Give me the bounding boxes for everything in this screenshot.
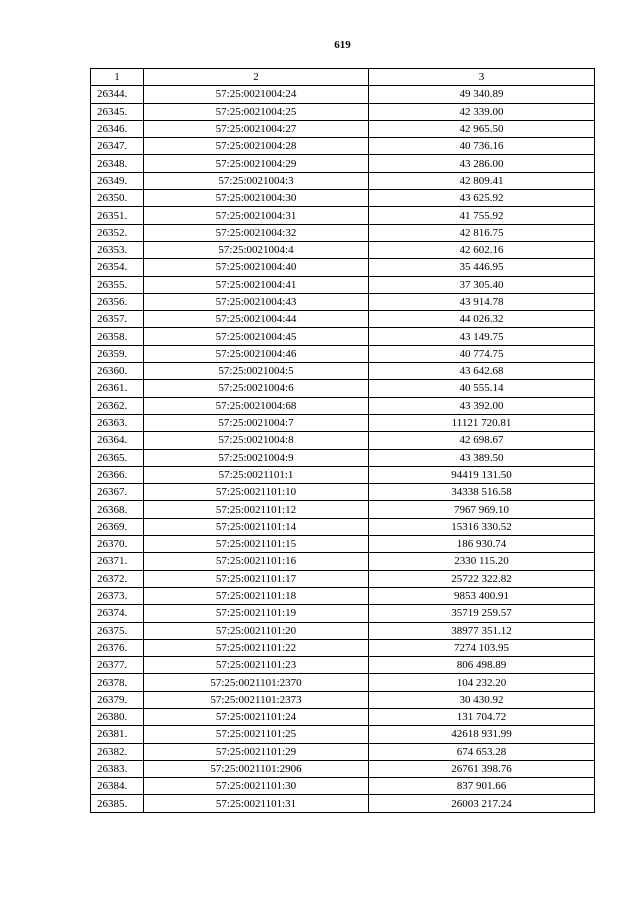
- row-number-cell: 26366.: [91, 466, 144, 483]
- table-row: [91, 190, 595, 207]
- cadastral-value-cell: 837 901.66: [369, 778, 595, 795]
- table-row: [91, 639, 595, 656]
- table-row: [91, 276, 595, 293]
- table-row: [91, 518, 595, 535]
- table-row: [91, 570, 595, 587]
- row-number-cell: 26370.: [91, 536, 144, 553]
- cadastral-value-cell: 186 930.74: [369, 536, 595, 553]
- row-number-cell: 26384.: [91, 778, 144, 795]
- cadastral-number-cell: 57:25:0021101:19: [144, 605, 369, 622]
- cadastral-number-cell: 57:25:0021101:2906: [144, 760, 369, 777]
- cadastral-value-cell: 42618 931.99: [369, 726, 595, 743]
- table-row: [91, 259, 595, 276]
- cadastral-value-cell: 40 555.14: [369, 380, 595, 397]
- table-row: [91, 536, 595, 553]
- cadastral-value-cell: 11121 720.81: [369, 414, 595, 431]
- row-number-cell: 26361.: [91, 380, 144, 397]
- cadastral-value-cell: 43 286.00: [369, 155, 595, 172]
- row-number-cell: 26349.: [91, 172, 144, 189]
- row-number-cell: 26355.: [91, 276, 144, 293]
- cadastral-number-cell: 57:25:0021004:41: [144, 276, 369, 293]
- row-number-cell: 26379.: [91, 691, 144, 708]
- row-number-cell: 26373.: [91, 587, 144, 604]
- cadastral-number-cell: 57:25:0021004:6: [144, 380, 369, 397]
- cadastral-value-cell: 42 602.16: [369, 241, 595, 258]
- table-row: [91, 172, 595, 189]
- row-number-cell: 26383.: [91, 760, 144, 777]
- table-row: [91, 241, 595, 258]
- row-number-cell: 26348.: [91, 155, 144, 172]
- cadastral-value-cell: 43 625.92: [369, 190, 595, 207]
- cadastral-number-cell: 57:25:0021004:3: [144, 172, 369, 189]
- table-row: [91, 414, 595, 431]
- cadastral-number-cell: 57:25:0021004:43: [144, 293, 369, 310]
- cadastral-number-cell: 57:25:0021101:14: [144, 518, 369, 535]
- cadastral-value-cell: 43 389.50: [369, 449, 595, 466]
- cadastral-number-cell: 57:25:0021004:30: [144, 190, 369, 207]
- row-number-cell: 26367.: [91, 484, 144, 501]
- table-row: [91, 553, 595, 570]
- cadastral-number-cell: 57:25:0021004:32: [144, 224, 369, 241]
- table-row: [91, 674, 595, 691]
- cadastral-number-cell: 57:25:0021004:31: [144, 207, 369, 224]
- cadastral-number-cell: 57:25:0021101:12: [144, 501, 369, 518]
- table-body: [91, 86, 595, 812]
- cadastral-number-cell: 57:25:0021101:16: [144, 553, 369, 570]
- row-number-cell: 26362.: [91, 397, 144, 414]
- column-header-3: 3: [369, 69, 595, 86]
- table-row: [91, 380, 595, 397]
- row-number-cell: 26357.: [91, 311, 144, 328]
- row-number-cell: 26369.: [91, 518, 144, 535]
- table-header-row: [91, 69, 595, 86]
- cadastral-number-cell: 57:25:0021101:18: [144, 587, 369, 604]
- cadastral-value-cell: 42 816.75: [369, 224, 595, 241]
- cadastral-number-cell: 57:25:0021004:29: [144, 155, 369, 172]
- cadastral-number-cell: 57:25:0021004:40: [144, 259, 369, 276]
- row-number-cell: 26346.: [91, 120, 144, 137]
- cadastral-number-cell: 57:25:0021101:22: [144, 639, 369, 656]
- cadastral-value-cell: 2330 115.20: [369, 553, 595, 570]
- table-row: [91, 587, 595, 604]
- row-number-cell: 26382.: [91, 743, 144, 760]
- table-row: [91, 484, 595, 501]
- cadastral-value-cell: 42 339.00: [369, 103, 595, 120]
- cadastral-value-cell: 35 446.95: [369, 259, 595, 276]
- cadastral-number-cell: 57:25:0021004:8: [144, 432, 369, 449]
- cadastral-number-cell: 57:25:0021101:24: [144, 708, 369, 725]
- cadastral-value-cell: 40 774.75: [369, 345, 595, 362]
- table-row: [91, 432, 595, 449]
- cadastral-value-cell: 7967 969.10: [369, 501, 595, 518]
- cadastral-number-cell: 57:25:0021004:28: [144, 138, 369, 155]
- table-row: [91, 622, 595, 639]
- cadastral-value-cell: 42 965.50: [369, 120, 595, 137]
- cadastral-number-cell: 57:25:0021101:2373: [144, 691, 369, 708]
- table-row: [91, 743, 595, 760]
- cadastral-value-cell: 43 914.78: [369, 293, 595, 310]
- table-row: [91, 501, 595, 518]
- cadastral-value-cell: 7274 103.95: [369, 639, 595, 656]
- table-row: [91, 778, 595, 795]
- cadastral-number-cell: 57:25:0021101:29: [144, 743, 369, 760]
- cadastral-value-cell: 131 704.72: [369, 708, 595, 725]
- page-number: 619: [334, 39, 351, 51]
- row-number-cell: 26374.: [91, 605, 144, 622]
- cadastral-value-cell: 30 430.92: [369, 691, 595, 708]
- cadastral-value-cell: 9853 400.91: [369, 587, 595, 604]
- table-row: [91, 86, 595, 103]
- table-row: [91, 708, 595, 725]
- cadastral-number-cell: 57:25:0021004:45: [144, 328, 369, 345]
- cadastral-value-cell: 25722 322.82: [369, 570, 595, 587]
- table-row: [91, 328, 595, 345]
- table-row: [91, 760, 595, 777]
- cadastral-value-cell: 26003 217.24: [369, 795, 595, 812]
- row-number-cell: 26380.: [91, 708, 144, 725]
- row-number-cell: 26364.: [91, 432, 144, 449]
- cadastral-number-cell: 57:25:0021101:10: [144, 484, 369, 501]
- row-number-cell: 26353.: [91, 241, 144, 258]
- table-row: [91, 397, 595, 414]
- cadastral-value-cell: 41 755.92: [369, 207, 595, 224]
- table-row: [91, 293, 595, 310]
- cadastral-value-table: [90, 68, 595, 813]
- row-number-cell: 26381.: [91, 726, 144, 743]
- cadastral-number-cell: 57:25:0021101:31: [144, 795, 369, 812]
- row-number-cell: 26376.: [91, 639, 144, 656]
- table-row: [91, 155, 595, 172]
- row-number-cell: 26344.: [91, 86, 144, 103]
- cadastral-value-cell: 43 149.75: [369, 328, 595, 345]
- row-number-cell: 26378.: [91, 674, 144, 691]
- cadastral-number-cell: 57:25:0021101:1: [144, 466, 369, 483]
- cadastral-value-cell: 34338 516.58: [369, 484, 595, 501]
- cadastral-value-cell: 43 392.00: [369, 397, 595, 414]
- cadastral-number-cell: 57:25:0021004:5: [144, 363, 369, 380]
- row-number-cell: 26356.: [91, 293, 144, 310]
- row-number-cell: 26354.: [91, 259, 144, 276]
- table-row: [91, 345, 595, 362]
- cadastral-number-cell: 57:25:0021004:9: [144, 449, 369, 466]
- row-number-cell: 26371.: [91, 553, 144, 570]
- row-number-cell: 26385.: [91, 795, 144, 812]
- cadastral-value-cell: 49 340.89: [369, 86, 595, 103]
- cadastral-number-cell: 57:25:0021004:25: [144, 103, 369, 120]
- row-number-cell: 26347.: [91, 138, 144, 155]
- column-header-2: 2: [144, 69, 369, 86]
- table-row: [91, 207, 595, 224]
- cadastral-number-cell: 57:25:0021101:25: [144, 726, 369, 743]
- cadastral-value-cell: 44 026.32: [369, 311, 595, 328]
- cadastral-number-cell: 57:25:0021004:46: [144, 345, 369, 362]
- cadastral-value-cell: 15316 330.52: [369, 518, 595, 535]
- row-number-cell: 26358.: [91, 328, 144, 345]
- cadastral-number-cell: 57:25:0021004:27: [144, 120, 369, 137]
- cadastral-value-cell: 42 809.41: [369, 172, 595, 189]
- cadastral-number-cell: 57:25:0021101:20: [144, 622, 369, 639]
- column-header-1: 1: [91, 69, 144, 86]
- row-number-cell: 26351.: [91, 207, 144, 224]
- row-number-cell: 26359.: [91, 345, 144, 362]
- cadastral-value-cell: 26761 398.76: [369, 760, 595, 777]
- cadastral-value-cell: 674 653.28: [369, 743, 595, 760]
- cadastral-number-cell: 57:25:0021101:17: [144, 570, 369, 587]
- cadastral-number-cell: 57:25:0021101:30: [144, 778, 369, 795]
- table-row: [91, 726, 595, 743]
- cadastral-value-cell: 37 305.40: [369, 276, 595, 293]
- table-row: [91, 691, 595, 708]
- table-row: [91, 103, 595, 120]
- table-row: [91, 657, 595, 674]
- row-number-cell: 26372.: [91, 570, 144, 587]
- cadastral-value-cell: 38977 351.12: [369, 622, 595, 639]
- cadastral-number-cell: 57:25:0021101:15: [144, 536, 369, 553]
- table-row: [91, 138, 595, 155]
- cadastral-number-cell: 57:25:0021004:44: [144, 311, 369, 328]
- row-number-cell: 26360.: [91, 363, 144, 380]
- table-row: [91, 466, 595, 483]
- row-number-cell: 26363.: [91, 414, 144, 431]
- table-row: [91, 449, 595, 466]
- table-row: [91, 224, 595, 241]
- cadastral-value-cell: 43 642.68: [369, 363, 595, 380]
- cadastral-number-cell: 57:25:0021101:23: [144, 657, 369, 674]
- cadastral-number-cell: 57:25:0021004:24: [144, 86, 369, 103]
- cadastral-number-cell: 57:25:0021004:68: [144, 397, 369, 414]
- table-row: [91, 363, 595, 380]
- row-number-cell: 26365.: [91, 449, 144, 466]
- cadastral-value-cell: 94419 131.50: [369, 466, 595, 483]
- row-number-cell: 26345.: [91, 103, 144, 120]
- table-row: [91, 795, 595, 812]
- table-row: [91, 120, 595, 137]
- cadastral-number-cell: 57:25:0021004:4: [144, 241, 369, 258]
- row-number-cell: 26375.: [91, 622, 144, 639]
- cadastral-value-cell: 104 232.20: [369, 674, 595, 691]
- row-number-cell: 26377.: [91, 657, 144, 674]
- row-number-cell: 26368.: [91, 501, 144, 518]
- cadastral-number-cell: 57:25:0021101:2370: [144, 674, 369, 691]
- table-row: [91, 311, 595, 328]
- cadastral-value-cell: 42 698.67: [369, 432, 595, 449]
- cadastral-value-cell: 806 498.89: [369, 657, 595, 674]
- row-number-cell: 26352.: [91, 224, 144, 241]
- cadastral-number-cell: 57:25:0021004:7: [144, 414, 369, 431]
- cadastral-value-cell: 35719 259.57: [369, 605, 595, 622]
- table-row: [91, 605, 595, 622]
- cadastral-value-cell: 40 736.16: [369, 138, 595, 155]
- row-number-cell: 26350.: [91, 190, 144, 207]
